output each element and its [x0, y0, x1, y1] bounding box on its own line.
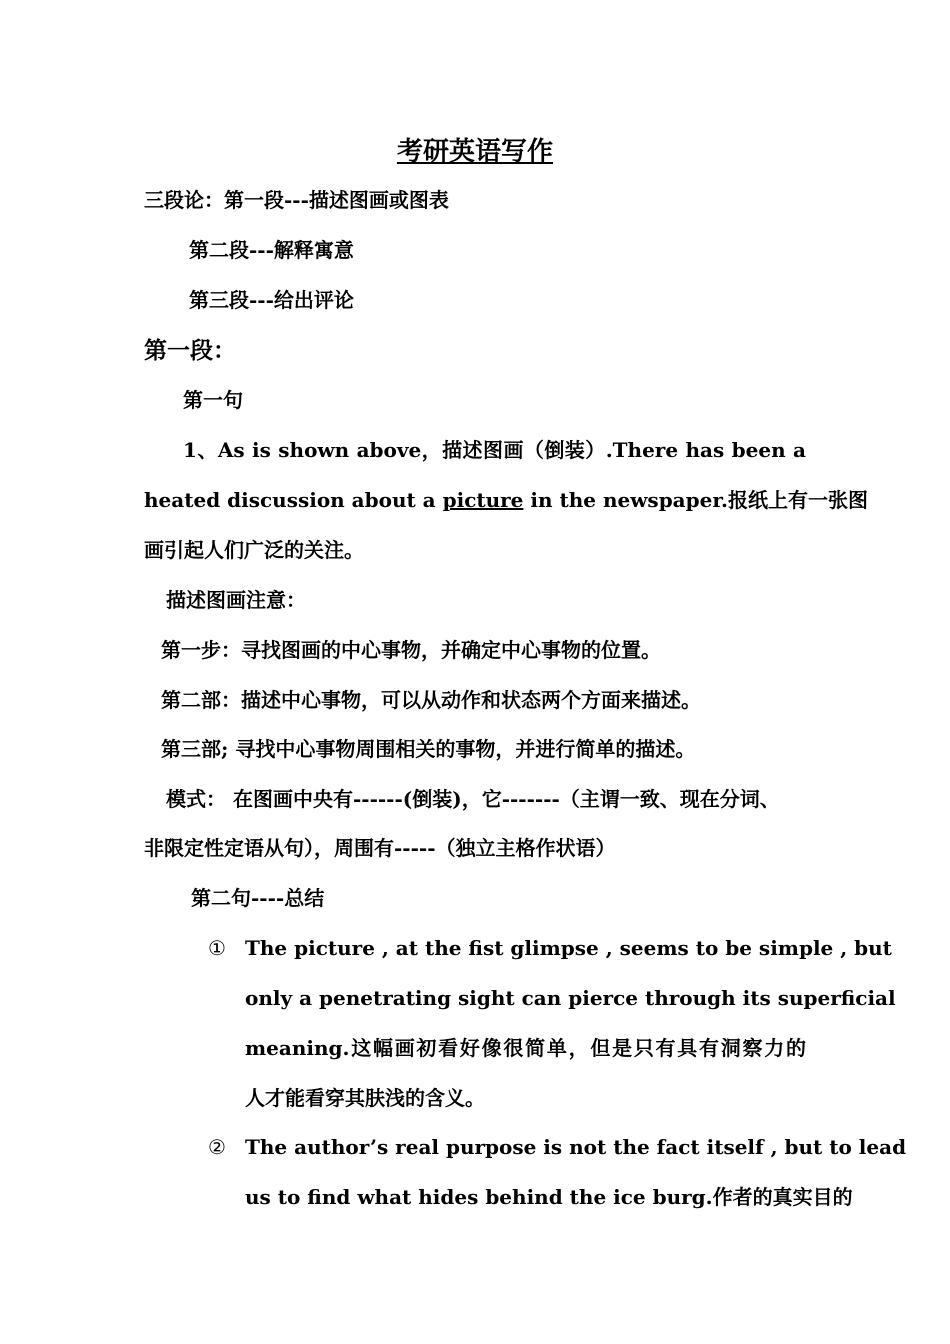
- step-3: 第三部; 寻找中心事物周围相关的事物，并进行简单的描述。: [161, 737, 696, 761]
- step-2: 第二部：描述中心事物，可以从动作和状态两个方面来描述。: [161, 688, 701, 712]
- sentence2-label: 第二句----总结: [191, 886, 325, 910]
- example-2-number: ②: [208, 1135, 226, 1159]
- pattern-line-1: 模式： 在图画中央有------(倒装)，它-------（主谓一致、现在分词、: [166, 787, 780, 811]
- item1-line-2: [144, 486, 869, 514]
- example-2-line-2: us to find what hides behind the ice burg.作者的真实目的: [245, 1185, 853, 1209]
- item1-line-3: 画引起人们广泛的关注。: [144, 538, 364, 562]
- outline-line-1: 三段论：第一段---描述图画或图表: [144, 188, 449, 212]
- outline-line-2: 第二段---解释寓意: [189, 238, 354, 262]
- item1-line-2-text: [144, 486, 868, 514]
- item1-line-2-post: in the newspaper.报纸上有一张图: [523, 488, 869, 512]
- example-1-line-3: meaning.这幅画初看好像很简单，但是只有具有洞察力的: [245, 1036, 806, 1060]
- page-title: [0, 134, 950, 170]
- item1-line-2-pre: heated discussion about a: [144, 488, 443, 512]
- example-1-line-1: The picture , at the fist glimpse , seems to be simple , but: [245, 936, 892, 960]
- outline-line-3: 第三段---给出评论: [189, 288, 354, 312]
- section-heading: 第一段：: [144, 337, 236, 364]
- pattern-line-2: 非限定性定语从句），周围有-----（独立主格作状语）: [144, 836, 616, 860]
- example-1-line-2: only a penetrating sight can pierce through its superficial: [245, 986, 896, 1010]
- example-2-line-1: The author’s real purpose is not the fact itself , but to lead: [245, 1135, 907, 1159]
- step-1: 第一步：寻找图画的中心事物，并确定中心事物的位置。: [161, 638, 661, 662]
- note-title: 描述图画注意：: [166, 588, 306, 612]
- example-1-number: ①: [208, 936, 226, 960]
- item1-line-1: 1、As is shown above，描述图画（倒装）.There has been a: [183, 438, 806, 462]
- picture-underlined-word: picture: [442, 488, 524, 512]
- example-1-line-4: 人才能看穿其肤浅的含义。: [245, 1086, 485, 1110]
- sentence1-label: 第一句: [183, 388, 243, 412]
- page-title-text: 考研英语写作: [396, 137, 553, 167]
